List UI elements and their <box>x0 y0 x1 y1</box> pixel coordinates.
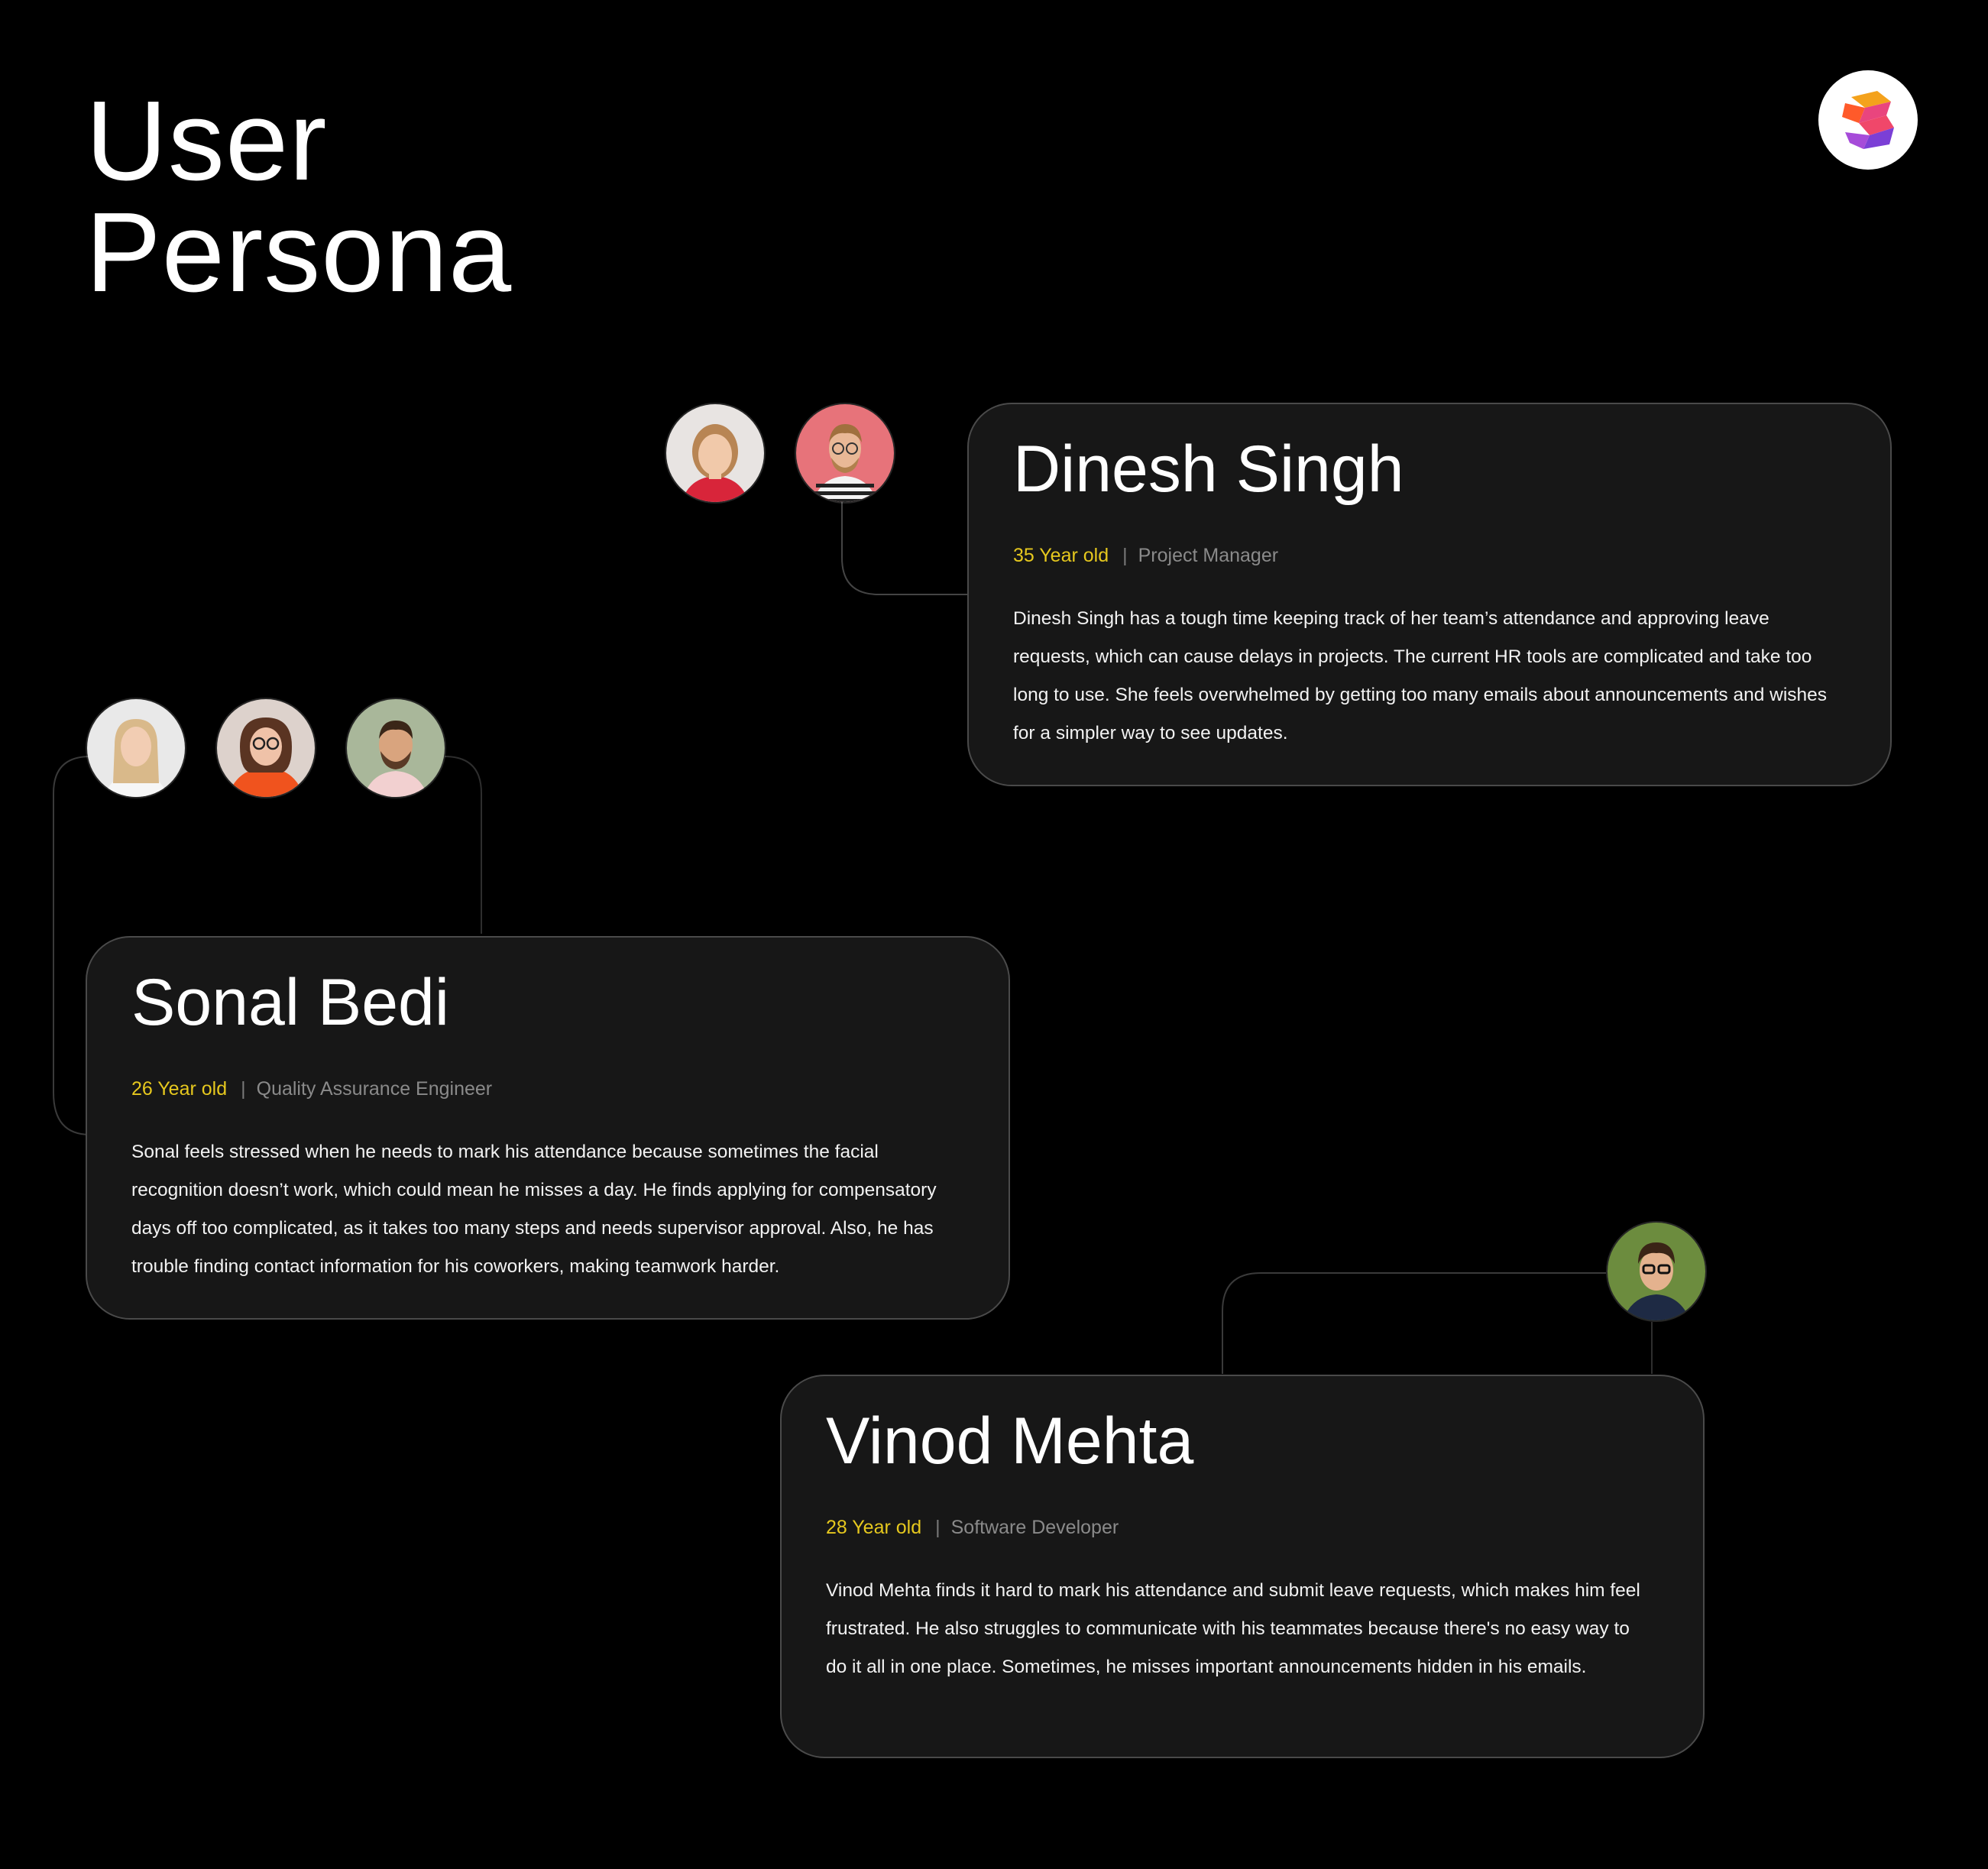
meta-separator: | <box>1122 545 1128 566</box>
persona-age: 28 Year old <box>826 1517 922 1538</box>
persona-role: Software Developer <box>950 1517 1119 1538</box>
persona-role: Quality Assurance Engineer <box>256 1078 493 1100</box>
persona-card-vinod <box>780 1375 1705 1758</box>
woman-glasses-avatar <box>215 698 316 798</box>
page-title-line-2: Persona <box>86 189 513 316</box>
man-striped-shirt-avatar <box>795 403 895 504</box>
man-beard-avatar <box>345 698 446 798</box>
woman-red-top-avatar <box>665 403 766 504</box>
persona-age: 26 Year old <box>131 1078 228 1100</box>
man-glasses-avatar <box>1606 1221 1707 1322</box>
persona-meta <box>1013 544 1278 567</box>
persona-role: Project Manager <box>1138 545 1279 566</box>
persona-description: Sonal feels stressed when he needs to mark his attendance because sometimes the facial recognition doesn’t work, which could mean he misses a day. He finds applying for compensatory days off too complicated, as it takes too many steps and needs supervisor approval. Also, he has trouble finding contact information for his coworkers, making teamwork harder. <box>131 1142 937 1277</box>
persona-name: Vinod Mehta <box>826 1404 1194 1478</box>
persona-card-dinesh <box>967 403 1892 786</box>
persona-meta <box>131 1077 492 1100</box>
persona-name: Dinesh Singh <box>1013 432 1404 506</box>
persona-card-sonal <box>86 936 1010 1320</box>
persona-meta <box>826 1516 1119 1539</box>
persona-name: Sonal Bedi <box>131 966 449 1039</box>
persona-description: Dinesh Singh has a tough time keeping track of her team’s attendance and approving leave requests, which can cause delays in projects. The current HR tools are complicated and take too long to use. She feels overwhelmed by getting too many emails about announcements and wishes for a simpler way to see updates. <box>1013 608 1828 743</box>
meta-separator: | <box>935 1517 941 1538</box>
meta-separator: | <box>241 1078 246 1100</box>
persona-description: Vinod Mehta finds it hard to mark his attendance and submit leave requests, which makes him feel frustrated. He also struggles to communicate with his teammates because there's no easy way to do it all in one place. Sometimes, he misses important announcements hidden in his emails. <box>826 1580 1640 1677</box>
persona-age: 35 Year old <box>1013 545 1109 566</box>
page-title-line-1: User <box>86 78 328 204</box>
woman-blonde-avatar <box>86 698 186 798</box>
